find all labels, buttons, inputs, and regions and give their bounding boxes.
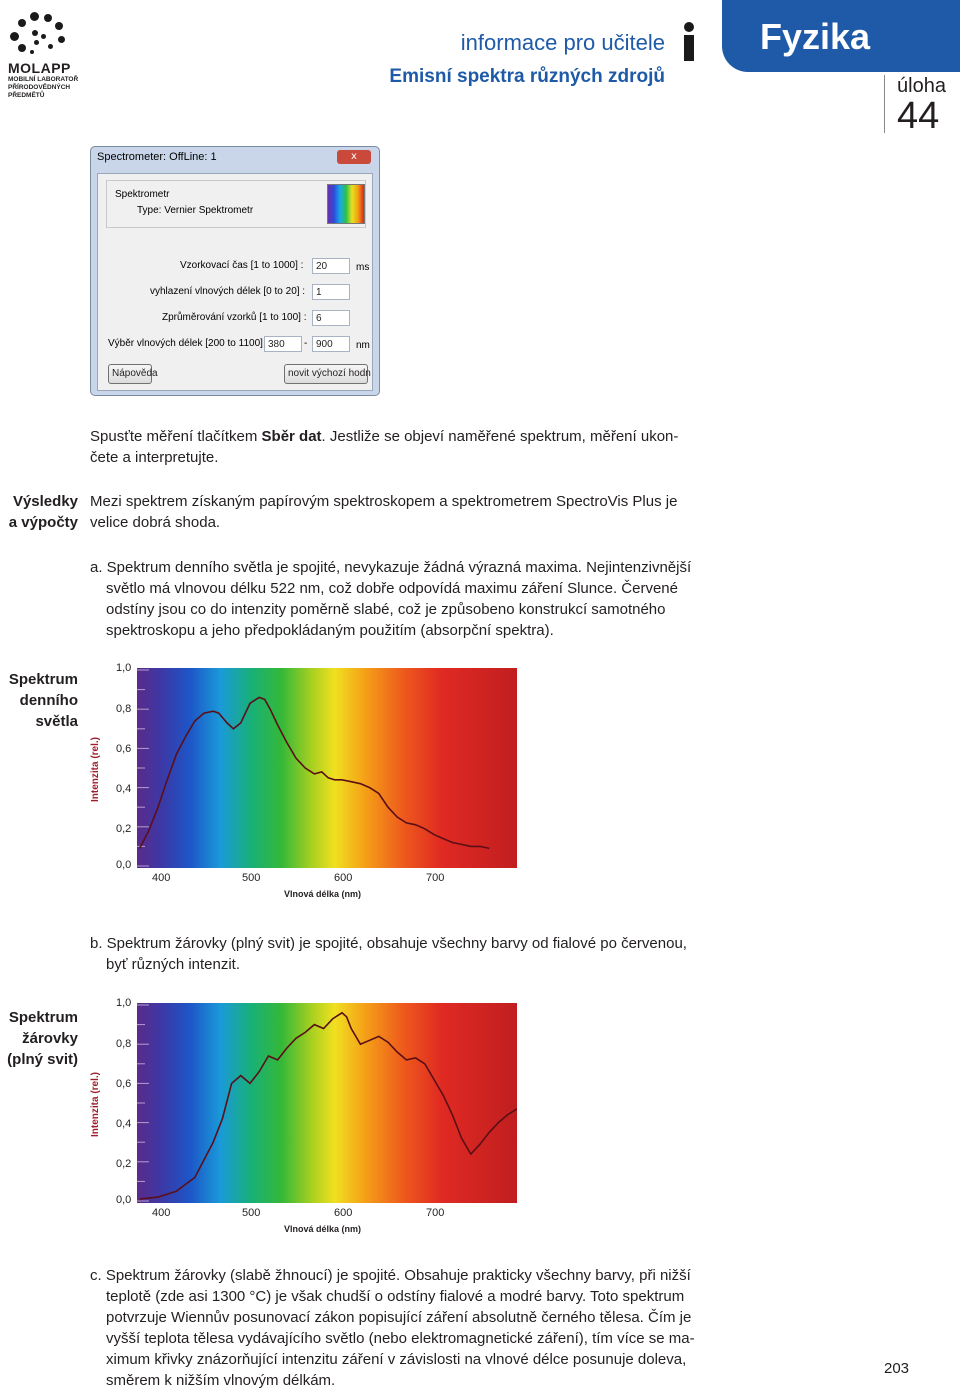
daylight-ytick-5: 0,2	[116, 823, 132, 835]
averaging-label: Zprůměrování vzorků [1 to 100] :	[162, 312, 307, 323]
wavelength-range-label: Výběr vlnových délek [200 to 1100]	[108, 338, 263, 349]
range-unit: nm	[356, 340, 370, 351]
results-side-line-1: Výsledky	[12, 493, 78, 510]
spectrum-thumbnail-icon[interactable]	[327, 184, 365, 224]
results-line-2: velice dobrá shoda.	[90, 514, 221, 531]
part-c-line-4: vyšší teplota tělesa vydávajícího světlo (nebo elektromagnetické záření), tím více se ma-	[106, 1330, 695, 1347]
results-line-1: Mezi spektrem získaným papírovým spektroskopem a spektrometrem SpectroVis Plus je	[90, 493, 678, 510]
intro-paragraph	[90, 426, 678, 468]
logo-subtitle-1: MOBILNÍ LABORATOŘ	[8, 76, 79, 83]
bulb-side-line-3: (plný svit)	[7, 1051, 78, 1068]
help-button[interactable]: Nápověda	[108, 364, 152, 384]
subject-tab	[722, 0, 960, 72]
daylight-spectrum-background	[137, 668, 517, 868]
sample-time-unit: ms	[356, 262, 370, 273]
bulb-ytick-2: 0,8	[116, 1038, 132, 1050]
task-label: úloha	[897, 75, 946, 97]
daylight-chart-ylabel: Intenzita (rel.)	[90, 736, 101, 802]
daylight-ytick-6: 0,0	[116, 859, 132, 871]
teacher-info-label: informace pro učitele	[460, 30, 665, 55]
daylight-ytick-3: 0,6	[116, 743, 132, 755]
daylight-xtick-500: 500	[242, 872, 261, 884]
bulb-side-line-2: žárovky	[22, 1030, 78, 1047]
subject-label: Fyzika	[760, 16, 871, 57]
range-separator: -	[304, 338, 308, 349]
bulb-ytick-5: 0,2	[116, 1158, 132, 1170]
logo-dots-icon	[8, 10, 68, 56]
part-a-paragraph	[90, 557, 691, 641]
bulb-ytick-3: 0,6	[116, 1078, 132, 1090]
device-label: Spektrometr	[115, 189, 170, 200]
dialog-title: Spectrometer: OffLine: 1	[97, 151, 217, 163]
bulb-xtick-500: 500	[242, 1207, 261, 1219]
part-c-paragraph	[90, 1265, 695, 1391]
bulb-side-label	[0, 1007, 78, 1070]
range-to-field[interactable]: 900	[312, 336, 350, 352]
logo-name: MOLAPP	[8, 60, 71, 76]
bulb-chart-plot	[137, 1003, 537, 1203]
daylight-xtick-600: 600	[334, 872, 353, 884]
task-number: 44	[897, 95, 940, 137]
results-paragraph	[90, 491, 677, 533]
bulb-ytick-1: 1,0	[116, 997, 132, 1009]
daylight-chart	[82, 660, 542, 910]
bulb-ytick-6: 0,0	[116, 1194, 132, 1206]
daylight-side-line-1: Spektrum	[8, 671, 78, 688]
daylight-side-label	[0, 669, 78, 732]
range-from-field[interactable]: 380	[264, 336, 302, 352]
bulb-ytick-4: 0,4	[116, 1118, 132, 1130]
daylight-side-line-3: světla	[35, 713, 78, 730]
results-side-line-2: a výpočty	[8, 514, 78, 531]
task-box	[884, 75, 967, 137]
bulb-chart	[82, 995, 542, 1245]
bulb-xtick-600: 600	[334, 1207, 353, 1219]
part-a-line-1: a. Spektrum denního světla je spojité, nevykazuje žádná výrazná maxima. Nejintenzivnější	[90, 559, 692, 576]
part-c-line-1: c. Spektrum žárovky (slabě žhnoucí) je spojité. Obsahuje prakticky všechny barvy, při nižší	[90, 1267, 691, 1284]
smoothing-label: vyhlazení vlnových délek [0 to 20] :	[150, 286, 306, 297]
results-side-label	[0, 491, 78, 533]
part-a-line-4: spektroskopu a jeho předpokládaným použitím (absorpční spektra).	[106, 622, 554, 639]
device-type: Type: Vernier Spektrometr	[137, 205, 254, 216]
sample-time-label: Vzorkovací čas [1 to 1000] :	[180, 260, 304, 271]
document-title: Emisní spektra různých zdrojů	[389, 66, 665, 87]
reset-defaults-button[interactable]: novit výchozí hodn	[284, 364, 368, 384]
page-number: 203	[884, 1360, 910, 1377]
sample-time-field[interactable]: 20	[312, 258, 350, 274]
bulb-xtick-700: 700	[426, 1207, 445, 1219]
spectrometer-dialog	[90, 146, 380, 396]
daylight-xtick-400: 400	[152, 872, 171, 884]
device-group	[106, 180, 366, 228]
bulb-xlabel: Vlnová délka (nm)	[284, 1224, 362, 1234]
intro-text-start: Spusťte měření tlačítkem	[90, 428, 262, 445]
logo-subtitle-2: PŘÍRODOVĚDNÝCH	[8, 84, 71, 91]
daylight-xtick-700: 700	[426, 872, 445, 884]
part-a-line-3: odstíny jsou co do intenzity poměrně slabé, což je způsobeno konstrukcí samotného	[106, 601, 666, 618]
averaging-field[interactable]: 6	[312, 310, 350, 326]
daylight-ytick-1: 1,0	[116, 662, 132, 674]
daylight-chart-plot	[137, 668, 537, 868]
bulb-spectrum-background	[137, 1003, 517, 1203]
intro-text-end: . Jestliže se objeví naměřené spektrum, měření ukon-	[321, 428, 679, 445]
bulb-chart-ylabel: Intenzita (rel.)	[90, 1071, 101, 1137]
molapp-logo	[8, 10, 88, 100]
part-b-line-2: byť různých intenzit.	[106, 956, 241, 973]
part-c-line-3: potvrzuje Wiennův posunovací zákon popisující záření absolutně černého tělesa. Čím je	[106, 1309, 692, 1326]
part-b-line-1: b. Spektrum žárovky (plný svit) je spojité, obsahuje všechny barvy od fialové po červenou,	[90, 935, 687, 952]
part-c-line-5: ximum křivky znázorňující intenzitu záření v závislosti na vlnové délce posunuje doleva,	[106, 1351, 687, 1368]
logo-subtitle-3: PŘEDMĚTŮ	[8, 92, 45, 99]
daylight-ytick-4: 0,4	[116, 783, 132, 795]
daylight-xlabel: Vlnová délka (nm)	[284, 889, 362, 899]
intro-bold: Sběr dat	[261, 428, 322, 445]
daylight-side-line-2: denního	[19, 692, 78, 709]
bulb-xtick-400: 400	[152, 1207, 171, 1219]
close-icon[interactable]: x	[337, 150, 371, 164]
bulb-side-line-1: Spektrum	[8, 1009, 78, 1026]
smoothing-field[interactable]: 1	[312, 284, 350, 300]
part-b-paragraph	[90, 933, 687, 975]
part-a-line-2: světlo má vlnovou délku 522 nm, což dobře odpovídá maximu záření Slunce. Červené	[106, 580, 678, 597]
info-icon	[682, 22, 696, 61]
daylight-ytick-2: 0,8	[116, 703, 132, 715]
part-c-line-6: směrem k nižším vlnovým délkám.	[106, 1372, 336, 1389]
dialog-body	[97, 173, 373, 391]
intro-line-2: čete a interpretujte.	[90, 449, 219, 466]
part-c-line-2: teplotě (zde asi 1300 °C) je však chudší o odstíny fialové a modré barvy. Toto spektrum	[106, 1288, 685, 1305]
